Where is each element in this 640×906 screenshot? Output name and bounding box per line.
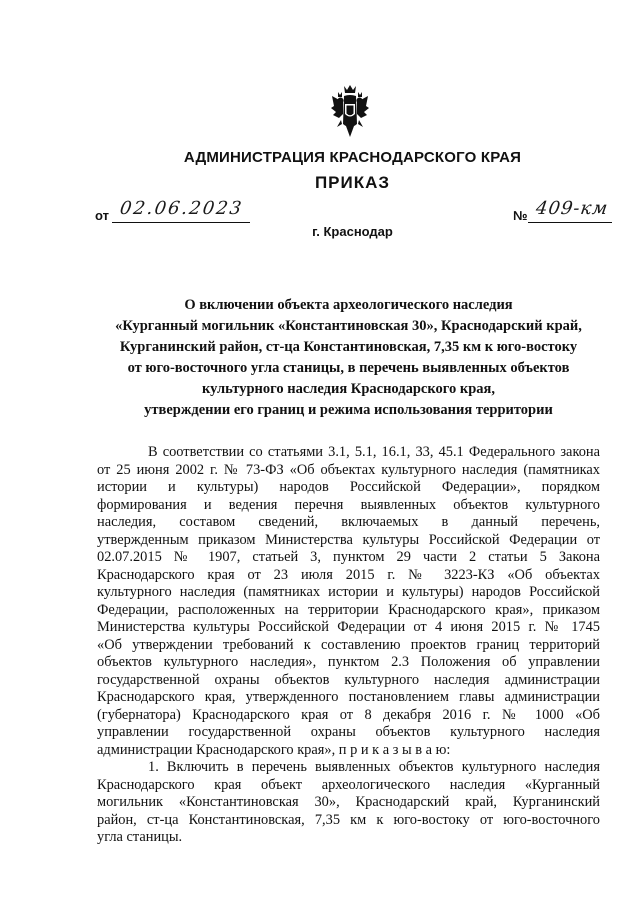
- organization-name: АДМИНИСТРАЦИЯ КРАСНОДАРСКОГО КРАЯ: [183, 149, 522, 166]
- body-line: от 25 июня 2002 г. № 73-ФЗ «Об объектах культурного наследия (памятниках: [97, 461, 600, 478]
- body-line: утвержденным приказом Министерства культуры Российской Федерации от: [97, 531, 600, 548]
- title-line: культурного наследия Краснодарского края,: [201, 381, 495, 397]
- title-line: О включении объекта археологического наследия: [184, 297, 513, 313]
- body-line: могильник «Константиновская 30», Краснодарский край, Курганинский: [97, 794, 600, 810]
- order-body: [97, 444, 600, 847]
- title-line: «Курганный могильник «Константиновская 30», Краснодарский край,: [115, 318, 582, 334]
- body-line: Краснодарского края объект археологического наследия «Курганный: [97, 776, 600, 793]
- body-line: истории и культуры) народов Российской Федерации», порядком: [97, 479, 600, 495]
- body-line: 02.07.2015 № 1907, статьей 3, пунктом 29 части 2 статьи 5 Закона: [97, 549, 600, 565]
- document-type: ПРИКАЗ: [314, 173, 391, 192]
- body-line: угла станицы.: [97, 829, 183, 845]
- body-line: Краснодарского края, утвержденного постановлением главы администрации: [97, 689, 600, 705]
- coat-of-arms-icon: [330, 84, 370, 138]
- order-title: [97, 295, 600, 421]
- body-line: Министерства культуры Российской Федерации от 4 июня 2015 г. № 1745: [97, 619, 600, 635]
- number-prefix: №: [513, 208, 528, 223]
- handwritten-date: 02.06.2023: [118, 198, 245, 219]
- body-line: государственной охраны объектов культурного наследия администрации: [97, 671, 600, 688]
- body-line: объектов культурного наследия», пунктом 2.3 Положения об управлении: [97, 654, 600, 670]
- handwritten-number: 409-км: [534, 198, 610, 219]
- title-line: Курганинский район, ст-ца Константиновская, 7,35 км к юго-востоку: [119, 339, 578, 355]
- body-line: В соответствии со статьями 3.1, 5.1, 16.1, 33, 45.1 Федерального закона: [148, 444, 600, 460]
- body-line: формирования и ведения перечня выявленных объектов культурного: [97, 496, 600, 513]
- date-prefix: от: [95, 208, 109, 223]
- body-line: Федерации, расположенных на территории Краснодарского края», приказом: [97, 601, 600, 618]
- body-line: район, ст-ца Константиновская, 7,35 км к юго-востоку от юго-восточного: [97, 811, 600, 828]
- body-line: Краснодарского края от 23 июля 2015 г. № 3223-КЗ «Об объектах: [97, 566, 600, 583]
- body-line: культурного наследия (памятниках истории и культуры) народов Российской: [97, 584, 600, 600]
- body-line: (губернатора) Краснодарского края от 8 декабря 2016 г. № 1000 «Об: [97, 706, 600, 723]
- title-line: от юго-восточного угла станицы, в перечень выявленных объектов: [127, 360, 570, 376]
- body-line: 1. Включить в перечень выявленных объектов культурного наследия: [148, 759, 600, 775]
- title-line: утверждении его границ и режима использования территории: [144, 402, 553, 418]
- paragraph-item-1: [97, 759, 600, 847]
- body-line: «Об утверждении требований к составлению проектов границ территорий: [97, 636, 600, 653]
- paragraph-preamble: [97, 444, 600, 759]
- body-line: управлении государственной охраны объектов культурного наследия: [97, 724, 600, 740]
- city: г. Краснодар: [312, 224, 393, 239]
- body-line: администрации Краснодарского края», п р и к а з ы в а ю:: [97, 741, 451, 758]
- body-line: наследия, составом сведений, включаемых в данный перечень,: [97, 514, 600, 530]
